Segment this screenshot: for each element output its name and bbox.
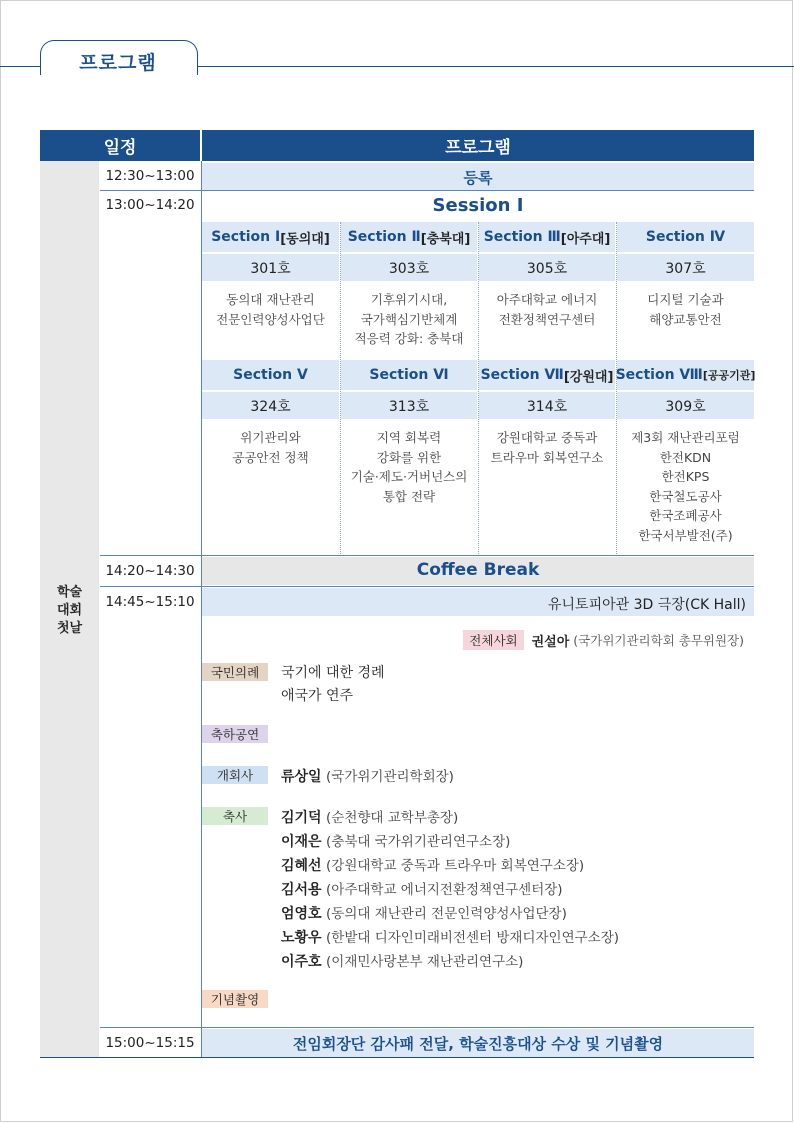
time-coffee-break: 14:20~14:30 (105, 563, 195, 579)
section-5-room: 324호 (202, 392, 339, 419)
coffee-break-title: Coffee Break (416, 560, 540, 580)
congrats-person: 김혜선 (강원대학교 중독과 트라우마 회복연구소장) (281, 858, 585, 874)
section-4-room: 307호 (617, 254, 754, 281)
section-2-header: Section Ⅱ [충북대] (341, 222, 477, 252)
section-4-header: Section Ⅳ (617, 222, 754, 252)
program-column-header: 프로그램 (202, 130, 754, 161)
master-of-ceremonies (463, 630, 744, 650)
section-8-description: 제3회 재난관리포럼 한전KDN 한전KPS 한국철도공사 한국조폐공사 한국서부발전(주) (631, 430, 740, 543)
session-title: Session Ⅰ (432, 195, 524, 216)
section-7-description: 강원대학교 중독과 트라우마 회복연구소 (490, 430, 604, 465)
photo-badge: 기념촬영 (202, 990, 268, 1008)
mc-badge: 전체사회 (463, 630, 523, 650)
section-7-room: 314호 (479, 392, 615, 419)
page-title: 프로그램 (79, 52, 157, 74)
opening-venue: 유니토피아관 3D 극장(CK Hall) (548, 597, 746, 613)
performance-badge: 축하공연 (202, 725, 268, 743)
congrats-person: 엄영호 (동의대 재난관리 전문인력양성사업단장) (281, 906, 567, 922)
time-opening: 14:45~15:10 (105, 594, 195, 610)
day-label: 학술 대회 첫날 (56, 585, 83, 636)
section-2-description: 기후위기시대, 국가핵심기반체계 적응력 강화: 충북대 (354, 292, 464, 346)
time-registration: 12:30~13:00 (105, 168, 195, 184)
mc-affiliation: (국가위기관리학회 총무위원장) (573, 633, 744, 648)
section-2-room: 303호 (341, 254, 477, 281)
section-8-header: Section Ⅷ [공공기관] (617, 360, 754, 390)
section-6-room: 313호 (341, 392, 477, 419)
congrats-person: 노황우 (한밭대 디자인미래비전센터 방재디자인연구소장) (281, 930, 620, 946)
section-6-header: Section Ⅵ (341, 360, 477, 390)
time-closing: 15:00~15:15 (105, 1035, 195, 1051)
section-4-description: 디지털 기술과 해양교통안전 (647, 292, 724, 327)
schedule-column-header: 일정 (40, 130, 200, 161)
section-5-description: 위기관리와 공공안전 정책 (232, 430, 309, 465)
section-3-room: 305호 (479, 254, 615, 281)
mc-name: 권설아 (531, 634, 570, 650)
closing-title: 전임회장단 감사패 전달, 학술진흥대상 수상 및 기념촬영 (292, 1035, 664, 1053)
section-5-header: Section Ⅴ (202, 360, 339, 390)
national-ceremony-line-1: 국기에 대한 경례 (281, 665, 385, 681)
national-ceremony-line-2: 애국가 연주 (281, 688, 354, 704)
opening-speech-line: 류상일 (국가위기관리학회장) (281, 769, 454, 785)
national-ceremony-badge: 국민의례 (202, 663, 268, 681)
section-3-header: Section Ⅲ [아주대] (479, 222, 615, 252)
section-1-room: 301호 (202, 254, 339, 281)
section-7-header: Section Ⅶ [강원대] (479, 360, 615, 390)
section-3-description: 아주대학교 에너지 전환정책연구센터 (496, 292, 598, 327)
opening-speech-badge: 개회사 (202, 766, 268, 784)
section-1-description: 동의대 재난관리 전문인력양성사업단 (216, 292, 325, 327)
congrats-person: 김기덕 (순천향대 교학부총장) (281, 810, 459, 826)
registration-title: 등록 (463, 169, 493, 187)
congrats-person: 이재은 (충북대 국가위기관리연구소장) (281, 834, 511, 850)
congratulatory-badge: 축사 (202, 807, 268, 825)
time-session: 13:00~14:20 (105, 197, 195, 213)
congrats-person: 이주호 (이재민사랑본부 재난관리연구소) (281, 954, 524, 970)
section-8-room: 309호 (617, 392, 754, 419)
section-6-description: 지역 회복력 강화를 위한 기술·제도·거버넌스의 통합 전략 (350, 430, 468, 504)
section-1-header: Section Ⅰ [동의대] (202, 222, 339, 252)
congrats-person: 김서용 (아주대학교 에너지전환정책연구센터장) (281, 882, 563, 898)
